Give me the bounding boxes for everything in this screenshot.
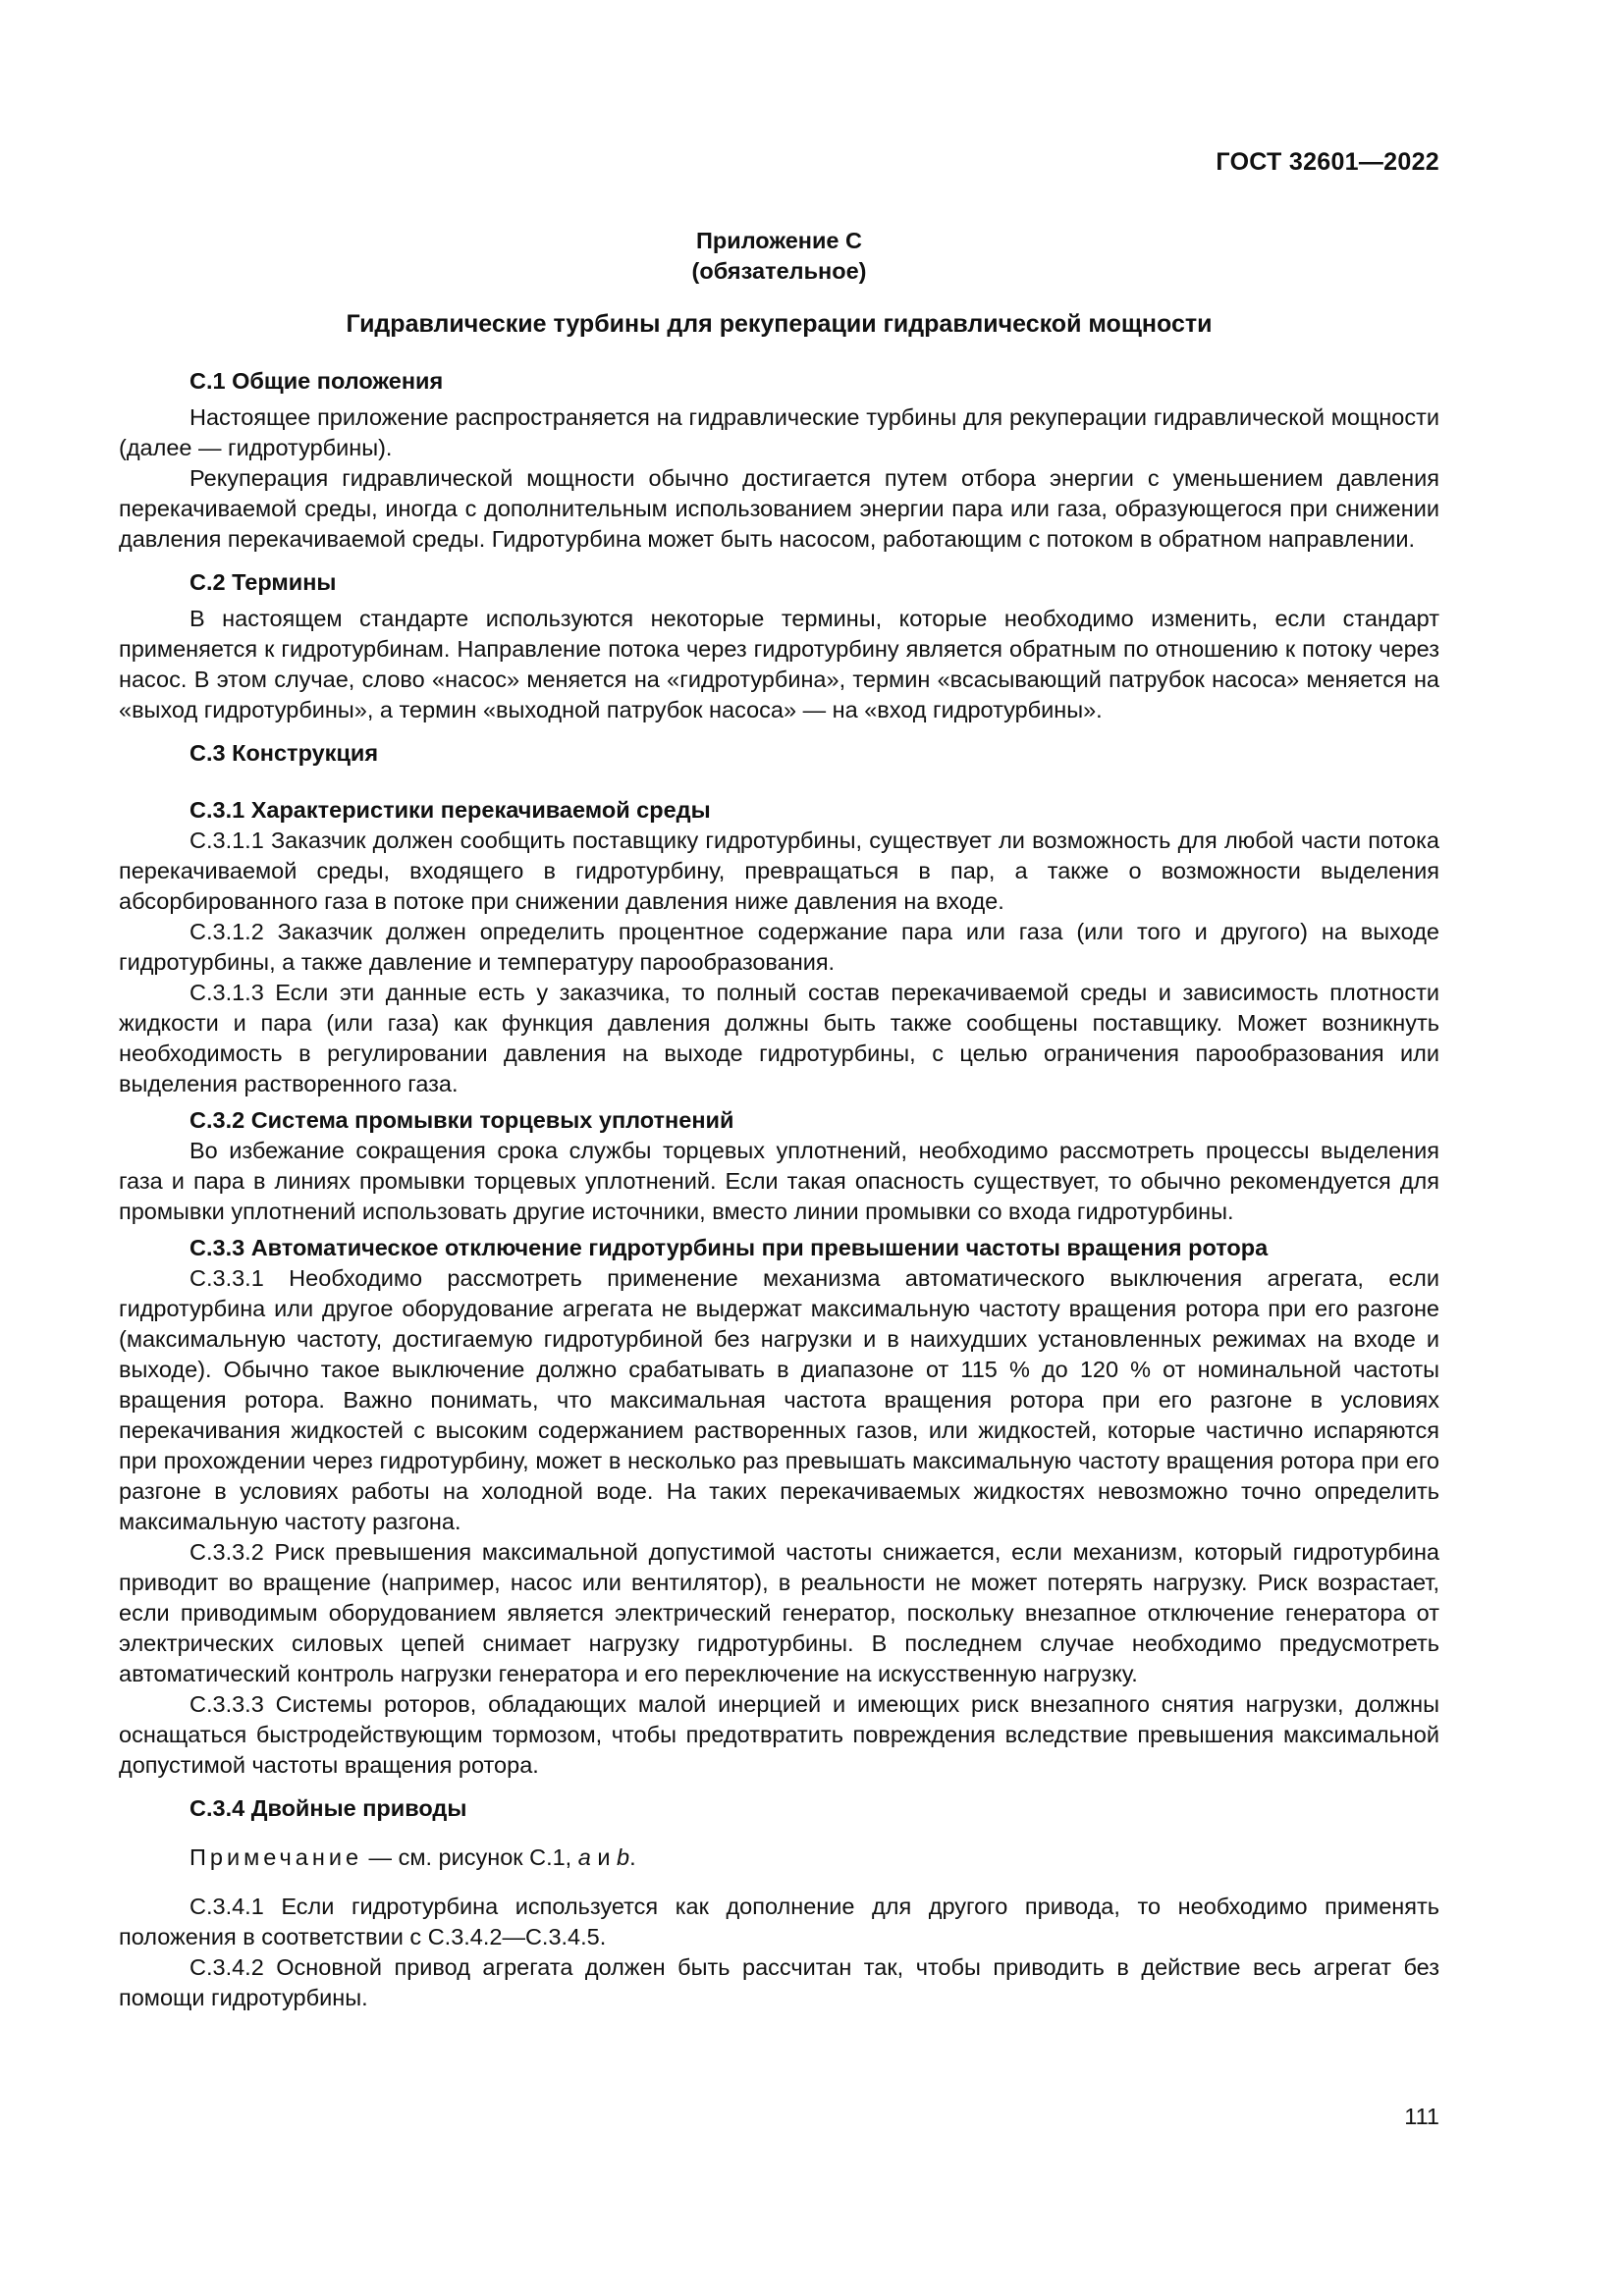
clause-c333: С.3.3.3 Системы роторов, обладающих малой инерцией и имеющих риск внезапного снятия нагрузки, должны оснащаться быстродействующим тормозом, чтобы предотвратить повреждения вследствие превышения максимальной допустимой частоты вращения ротора. <box>119 1691 1439 1778</box>
annex-heading <box>119 226 1439 287</box>
section-c32-heading: С.3.2 Система промывки торцевых уплотнений <box>189 1107 734 1133</box>
note-label: Примечание <box>189 1844 363 1870</box>
annex-title: Гидравлические турбины для рекуперации гидравлической мощности <box>346 310 1213 338</box>
section-c33-heading: С.3.3 Автоматическое отключение гидротурбины при превышении частоты вращения ротора <box>189 1235 1269 1260</box>
note-a: a <box>577 1844 591 1870</box>
section-c34-heading: С.3.4 Двойные приводы <box>189 1795 467 1821</box>
clause-c342: С.3.4.2 Основной привод агрегата должен быть рассчитан так, чтобы приводить в действие весь агрегат без помощи гидротурбины. <box>119 1954 1439 2010</box>
section-c2-paragraph-1: В настоящем стандарте используются некоторые термины, которые необходимо изменить, если стандарт применяется к гидротурбинам. Направление потока через гидротурбину является обратным по отношению к потоку через насос. В этом случае, слово «насос» меняется на «гидротурбина», термин «всасывающий патрубок насоса» меняется на «выход гидротурбины», а термин «выходной патрубок насоса» — на «вход гидротурбины». <box>119 606 1439 722</box>
annex-label: Приложение С <box>696 228 862 253</box>
section-c1-heading: С.1 Общие положения <box>189 368 444 394</box>
note-b: b <box>617 1844 630 1870</box>
clause-c331: С.3.3.1 Необходимо рассмотреть применение механизма автоматического выключения агрегата, если гидротурбина или другое оборудование агрегата не выдержат максимальную частоту вращения ротора при его разгоне (максимальную частоту, достигаемую гидротурбиной без нагрузки и в наихудших установленных режимах на входе и выходе). Обычно такое выключение должно срабатывать в диапазоне от 115 % до 120 % от номинальной частоты вращения ротора. Важно понимать, что максимальная частота вращения ротора при его разгоне в условиях перекачивания жидкостей с высоким содержанием растворенных газов, или жидкостей, которые частично испаряются при прохождении через гидротурбину, может в несколько раз превышать максимальную частоту вращения ротора при его разгоне в условиях работы на холодной воде. На таких перекачиваемых жидкостях невозможно точно определить максимальную частоту разгона. <box>119 1265 1439 1534</box>
section-c2-heading: С.2 Термины <box>189 569 337 595</box>
clause-c313: С.3.1.3 Если эти данные есть у заказчика, то полный состав перекачиваемой среды и зависимость плотности жидкости и пара (или газа) как функция давления должны быть также сообщены поставщику. Может возникнуть необходимость в регулировании давления на выходе гидротурбины, с целью ограничения парообразования или выделения растворенного газа. <box>119 980 1439 1096</box>
section-c32-paragraph-1: Во избежание сокращения срока службы торцевых уплотнений, необходимо рассмотреть процессы выделения газа и пара в линиях промывки торцевых уплотнений. Если такая опасность существует, то обычно рекомендуется для промывки уплотнений использовать другие источники, вместо линии промывки со входа гидротурбины. <box>119 1138 1439 1224</box>
clause-c312: С.3.1.2 Заказчик должен определить процентное содержание пара или газа (или того и другого) на выходе гидротурбины, а также давление и температуру парообразования. <box>119 919 1439 975</box>
annex-status: (обязательное) <box>691 258 867 284</box>
note-end: . <box>629 1844 636 1870</box>
note-and: и <box>590 1844 618 1870</box>
document-code: ГОСТ 32601—2022 <box>1216 148 1439 176</box>
section-c31-heading: С.3.1 Характеристики перекачиваемой среды <box>189 797 711 823</box>
note-text: — см. рисунок С.1, <box>362 1844 578 1870</box>
section-c1-paragraph-1: Настоящее приложение распространяется на гидравлические турбины для рекуперации гидравлической мощности (далее — гидротурбины). <box>119 404 1439 460</box>
section-c3-heading: С.3 Конструкция <box>189 740 379 766</box>
clause-c332: С.3.3.2 Риск превышения максимальной допустимой частоты снижается, если механизм, который гидротурбина приводит во вращение (например, насос или вентилятор), в реальности не может потерять нагрузку. Риск возрастает, если приводимым оборудованием является электрический генератор, поскольку внезапное отключение генератора от электрических силовых цепей снимает нагрузку гидротурбины. В последнем случае необходимо предусмотреть автоматический контроль нагрузки генератора и его переключение на искусственную нагрузку. <box>119 1539 1439 1686</box>
page-number: 111 <box>1404 2104 1439 2129</box>
clause-c311: С.3.1.1 Заказчик должен сообщить поставщику гидротурбины, существует ли возможность для любой части потока перекачиваемой среды, входящего в гидротурбину, превращаться в пар, а также о возможности выделения абсорбированного газа в потоке при снижении давления ниже давления на входе. <box>119 828 1439 914</box>
section-c1-paragraph-2: Рекуперация гидравлической мощности обычно достигается путем отбора энергии с уменьшением давления перекачиваемой среды, иногда с дополнительным использованием энергии пара или газа, образующегося при снижении давления перекачиваемой среды. Гидротурбина может быть насосом, работающим с потоком в обратном направлении. <box>119 465 1439 552</box>
clause-c341: С.3.4.1 Если гидротурбина используется как дополнение для другого привода, то необходимо применять положения в соответствии с С.3.4.2—С.3.4.5. <box>119 1894 1439 1949</box>
note <box>119 1842 1439 1873</box>
